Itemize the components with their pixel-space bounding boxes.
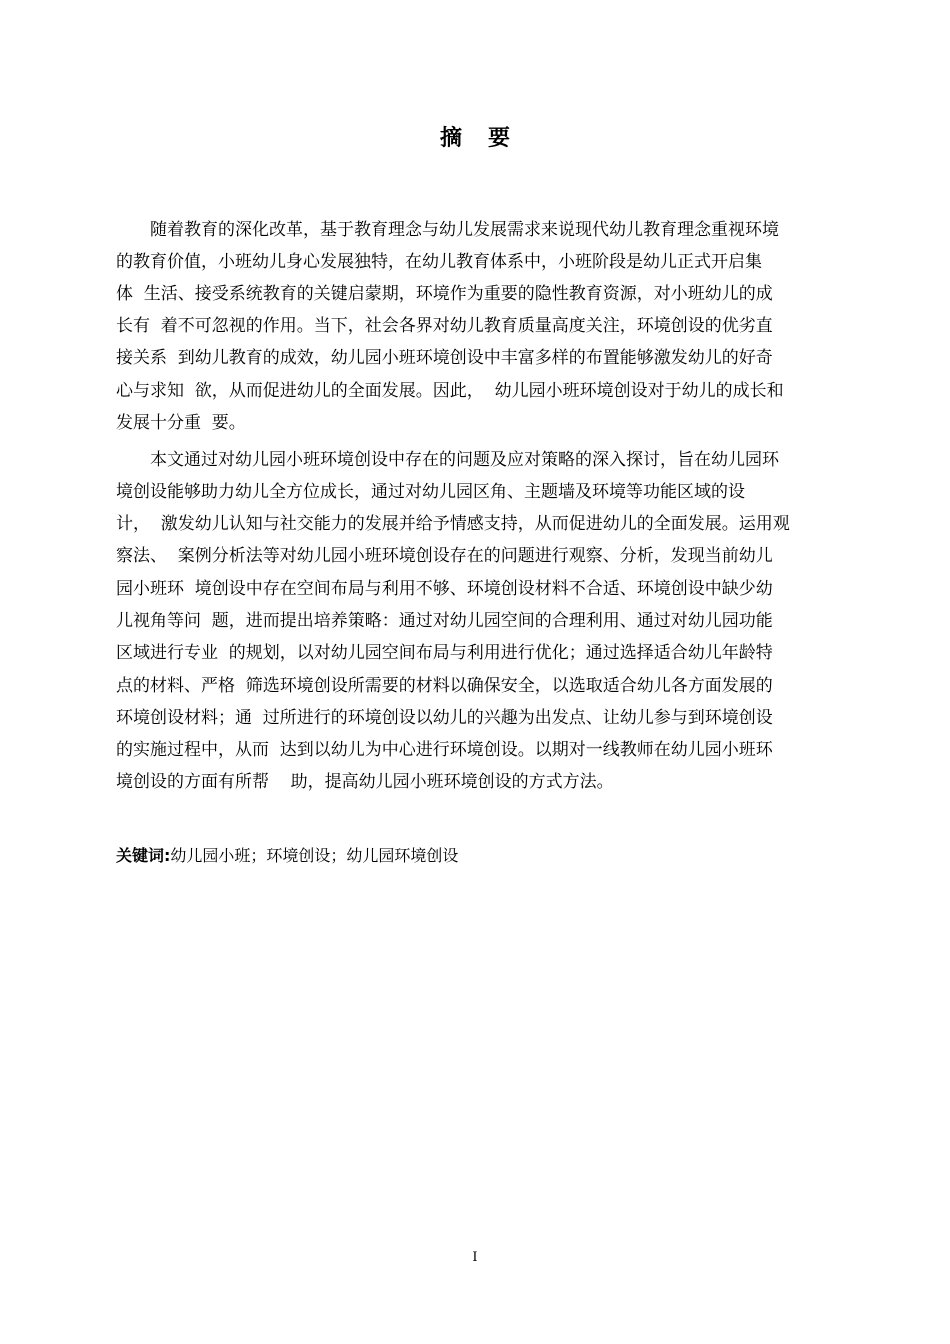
abstract-line: 境创设的方面有所帮 助，提高幼儿园小班环境创设的方式方法。 [116, 772, 614, 792]
page-title: 摘要 [439, 125, 536, 151]
abstract-line: 境创设能够助力幼儿全方位成长，通过对幼儿园区角、主题墙及环境等功能区域的设 [116, 482, 745, 502]
abstract-line: 发展十分重 要。 [116, 413, 246, 433]
keywords-text: 幼儿园小班；环境创设；幼儿园环境创设 [170, 846, 459, 865]
keywords [116, 844, 856, 868]
abstract-line: 点的材料、严格 筛选环境创设所需要的材料以确保安全，以选取适合幼儿各方面发展的 [116, 676, 773, 696]
abstract-line: 区域进行专业 的规划，以对幼儿园空间布局与利用进行优化；通过选择适合幼儿年龄特 [116, 643, 773, 663]
abstract-line: 心与求知 欲，从而促进幼儿的全面发展。因此， 幼儿园小班环境创设对于幼儿的成长和 [116, 381, 784, 401]
abstract-line: 环境创设材料；通 过所进行的环境创设以幼儿的兴趣为出发点、让幼儿参与到环境创设 [116, 708, 773, 728]
abstract-line: 接关系 到幼儿教育的成效，幼儿园小班环境创设中丰富多样的布置能够激发幼儿的好奇 [116, 348, 773, 368]
abstract-line: 长有 着不可忽视的作用。当下，社会各界对幼儿教育质量高度关注，环境创设的优劣直 [116, 316, 773, 336]
abstract-line: 园小班环 境创设中存在空间布局与利用不够、环境创设材料不合适、环境创设中缺少幼 [116, 579, 773, 599]
abstract-line: 体 生活、接受系统教育的关键启蒙期，环境作为重要的隐性教育资源，对小班幼儿的成 [116, 284, 773, 304]
abstract-line: 随着教育的深化改革，基于教育理念与幼儿发展需求来说现代幼儿教育理念重视环境 [150, 220, 779, 240]
abstract-line: 儿视角等问 题，进而提出培养策略：通过对幼儿园空间的合理利用、通过对幼儿园功能 [116, 611, 773, 631]
abstract-line: 计， 激发幼儿认知与社交能力的发展并给予情感支持，从而促进幼儿的全面发展。运用观 [116, 514, 790, 534]
page-number: I [472, 1250, 478, 1265]
abstract-line: 的教育价值，小班幼儿身心发展独特，在幼儿教育体系中，小班阶段是幼儿正式开启集 [116, 252, 762, 272]
abstract-line: 本文通过对幼儿园小班环境创设中存在的问题及应对策略的深入探讨，旨在幼儿园环 [150, 450, 779, 470]
keywords-label: 关键词: [116, 846, 171, 865]
abstract-line: 的实施过程中，从而 达到以幼儿为中心进行环境创设。以期对一线教师在幼儿园小班环 [116, 740, 773, 760]
abstract-line: 察法、 案例分析法等对幼儿园小班环境创设存在的问题进行观察、分析，发现当前幼儿 [116, 546, 773, 566]
